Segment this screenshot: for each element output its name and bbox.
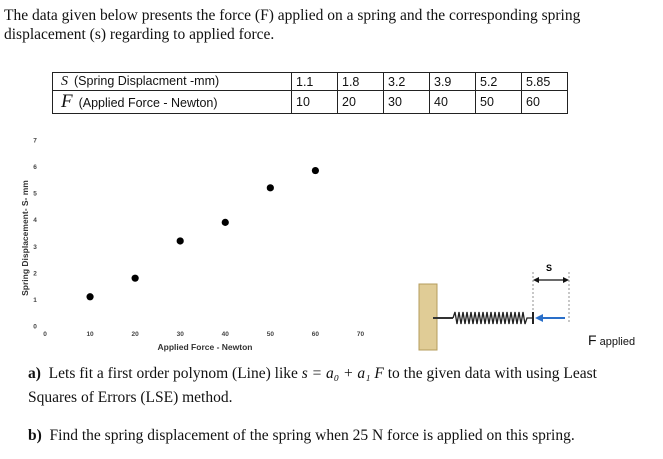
problem-intro: The data given below presents the force (F) applied on a spring and the corresponding spring displacement (s) regarding to applied force. (4, 7, 581, 43)
x-tick-label: 0 (43, 331, 47, 338)
table-cell: 40 (430, 91, 476, 114)
x-tick-label: 20 (131, 331, 139, 338)
table-cell: 5.85 (522, 73, 568, 91)
symbol-f: F (61, 91, 73, 112)
y-tick-label: 6 (33, 164, 37, 172)
spring-coil (453, 312, 533, 324)
question-b (28, 424, 648, 448)
y-tick-label: 0 (33, 323, 37, 331)
question-b-text: Find the spring displacement of the spring when 25 N force is applied on this spring. (49, 427, 575, 444)
data-point (222, 219, 229, 226)
question-a-formula: s = a₀ + a₁ F (301, 365, 384, 382)
x-tick-label: 30 (176, 331, 184, 338)
symbol-s: S (61, 73, 68, 89)
x-tick-label: 10 (86, 331, 94, 338)
y-tick-label: 5 (33, 190, 37, 198)
table-cell: 30 (384, 91, 430, 114)
y-tick-label: 7 (33, 137, 37, 145)
table-cell: 1.1 (292, 73, 338, 91)
table-cell: 1.8 (338, 73, 384, 91)
y-tick-label: 1 (33, 296, 37, 304)
data-table (52, 72, 568, 114)
displacement-arrowhead-left (533, 277, 539, 283)
y-tick-label: 3 (33, 243, 37, 251)
force-arrowhead (535, 314, 543, 322)
data-point (86, 293, 93, 300)
scatter-chart (0, 128, 400, 358)
x-tick-label: 70 (356, 331, 365, 338)
table-cell: 50 (476, 91, 522, 114)
question-a (28, 362, 648, 410)
data-point (267, 184, 274, 191)
table-row-displacement (53, 73, 568, 91)
question-b-label: b) (28, 427, 42, 444)
label-force: (Applied Force - Newton) (78, 96, 218, 110)
row-label-force (53, 91, 292, 114)
displacement-arrowhead-right (563, 277, 569, 283)
row-label-displacement (53, 73, 292, 91)
x-axis-label: Applied Force - Newton (157, 342, 253, 352)
y-tick-label: 2 (33, 270, 37, 278)
question-a-label: a) (28, 365, 41, 382)
y-axis-label: Spring Displacement- S- mm (20, 180, 30, 296)
table-cell: 3.9 (430, 73, 476, 91)
x-tick-label: 40 (221, 331, 229, 338)
question-a-text2: to the given data with using Least Squares of Errors (LSE) method. (28, 365, 597, 406)
force-subscript: applied (599, 336, 636, 348)
displacement-label: S (545, 263, 553, 273)
table-row-force (53, 91, 568, 114)
x-tick-label: 60 (311, 331, 320, 338)
table-cell: 10 (292, 91, 338, 114)
data-point (132, 275, 139, 282)
data-point (177, 237, 184, 244)
force-symbol: F (588, 332, 597, 348)
question-a-text1: Lets fit a first order polynom (Line) like (48, 365, 298, 382)
table-cell: 5.2 (476, 73, 522, 91)
y-tick-label: 4 (33, 217, 37, 225)
spring-diagram (405, 262, 595, 357)
force-applied-label (588, 332, 635, 348)
table-cell: 20 (338, 91, 384, 114)
data-point (312, 167, 319, 174)
x-tick-label: 50 (266, 331, 274, 338)
table-cell: 3.2 (384, 73, 430, 91)
label-displacement: (Spring Displacment -mm) (74, 73, 220, 88)
table-cell: 60 (522, 91, 568, 114)
